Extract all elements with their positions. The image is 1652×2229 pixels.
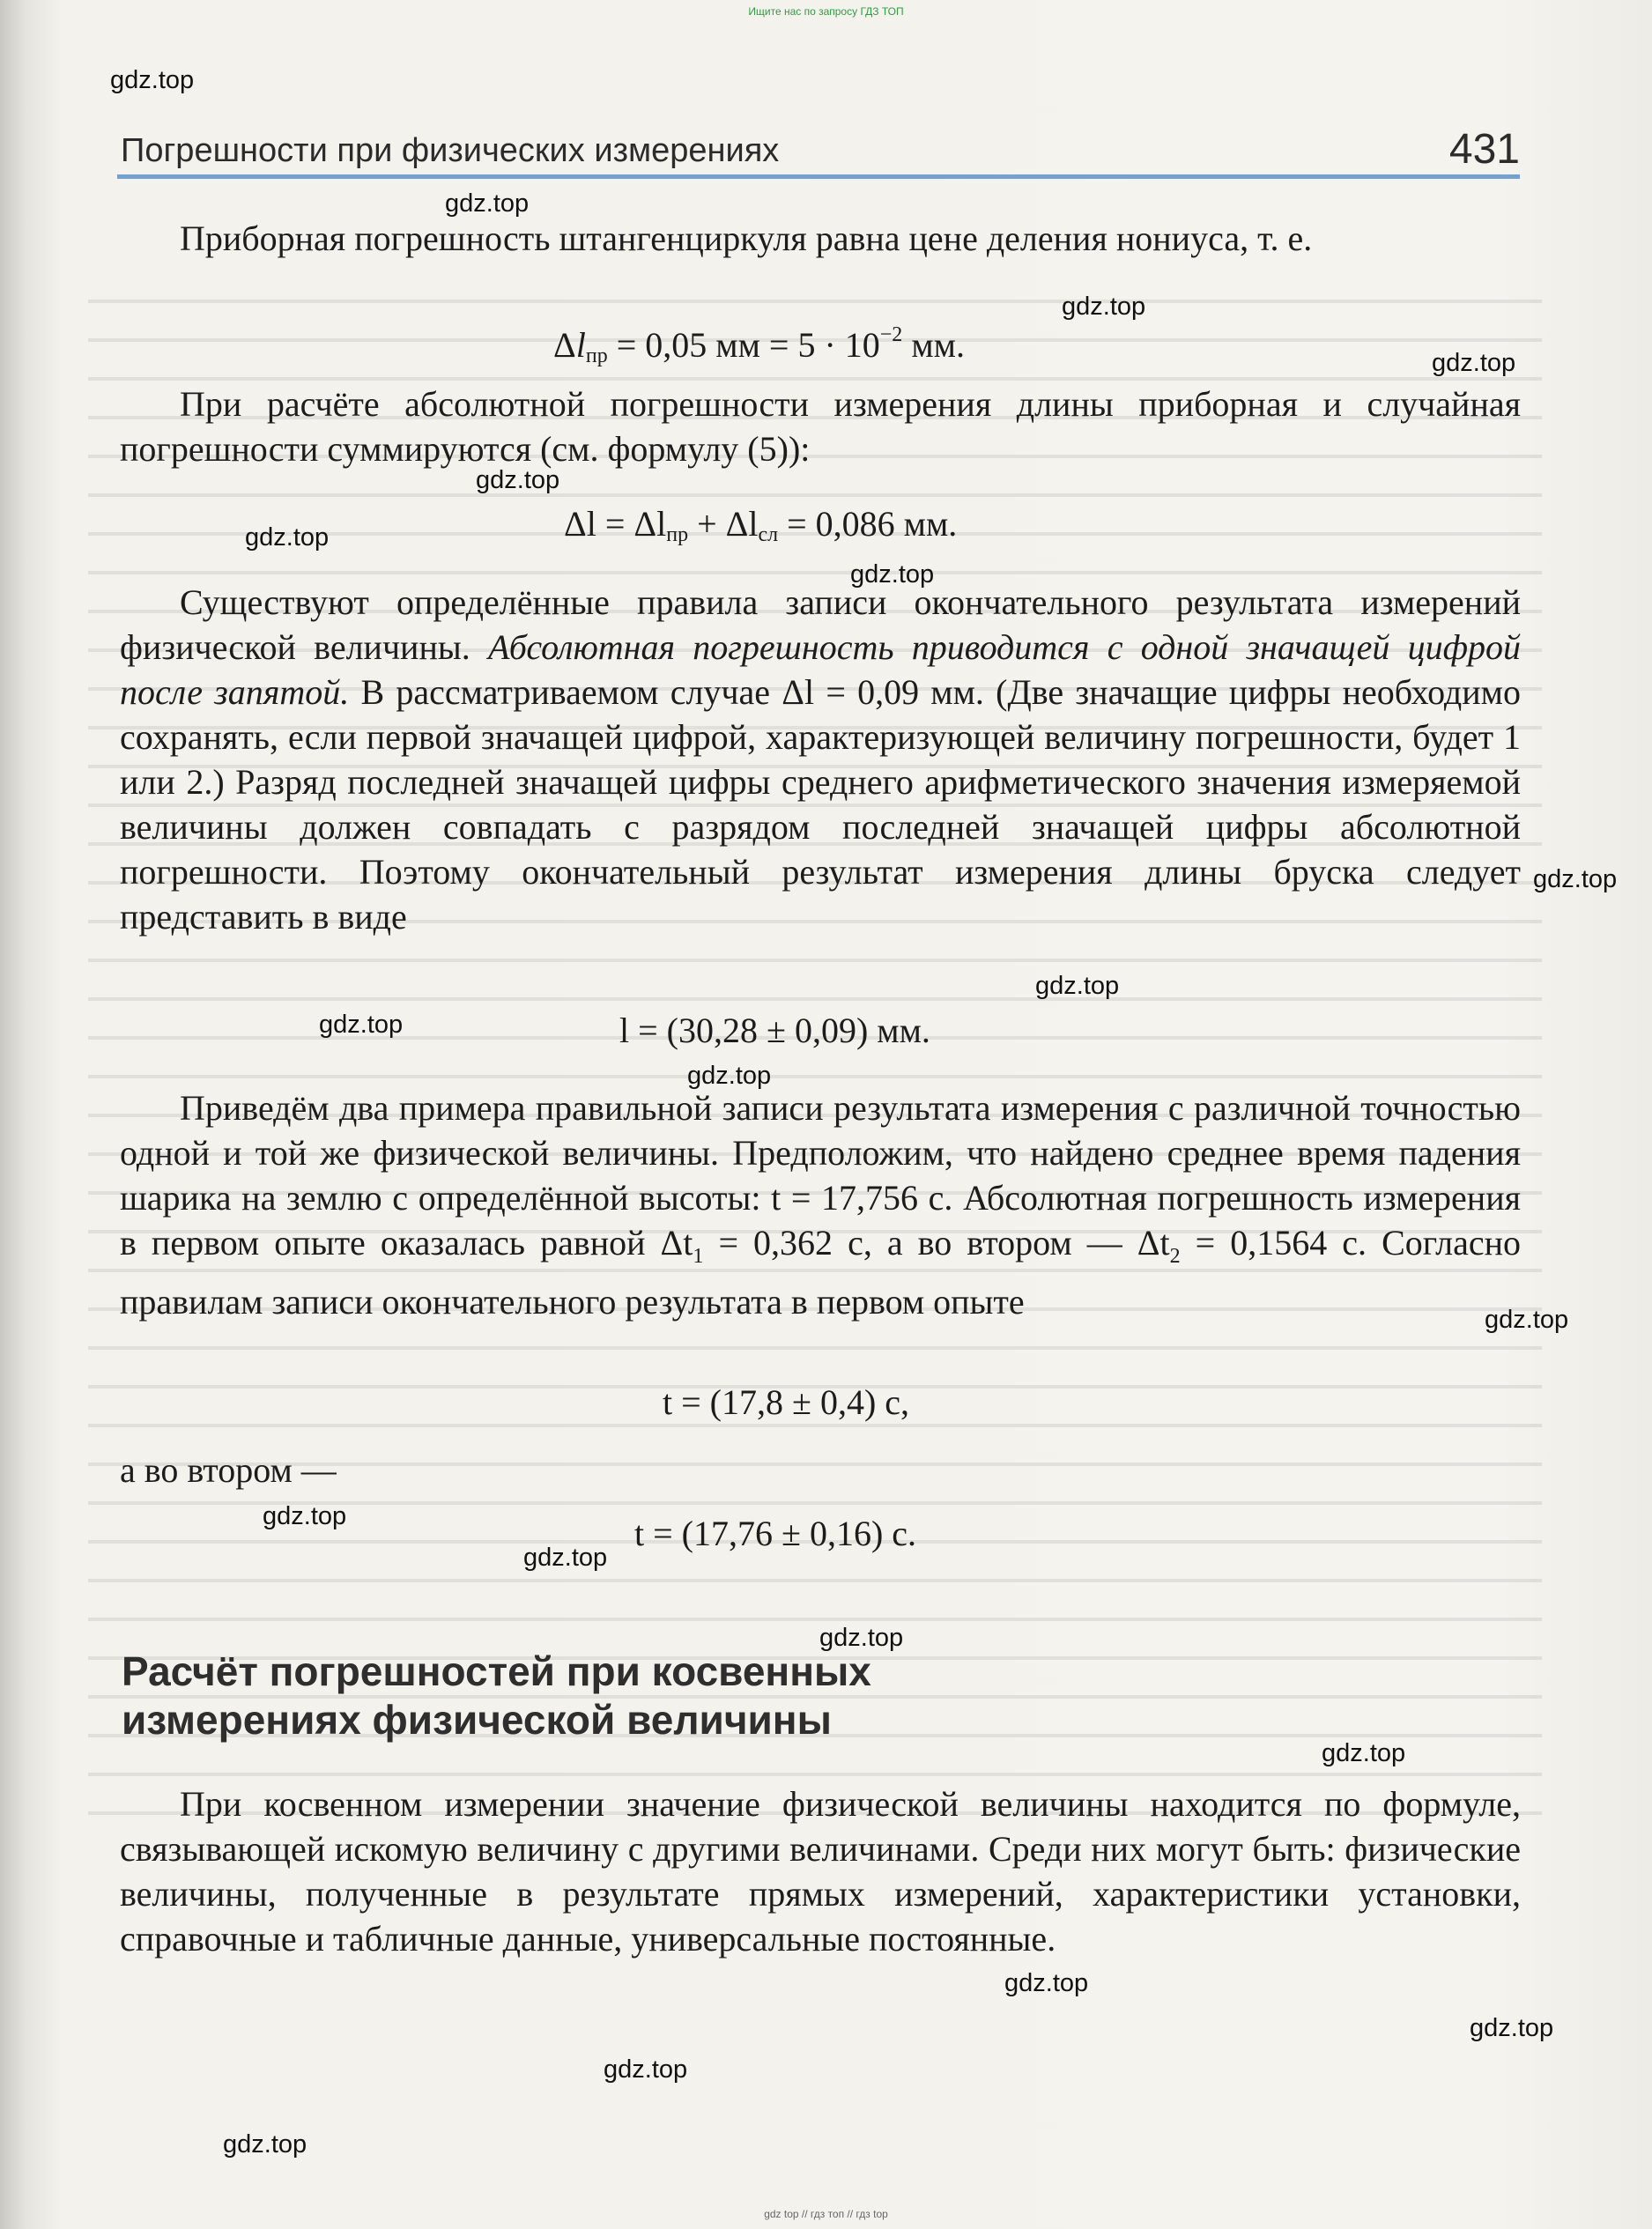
paragraph-1 bbox=[120, 216, 1521, 261]
formula-time-result-1: t = (17,8 ± 0,4) с, bbox=[663, 1382, 910, 1422]
watermark: gdz.top bbox=[319, 1011, 404, 1039]
formula-2-a: Δl = Δl bbox=[564, 504, 667, 544]
running-title: Погрешности при физических измерениях bbox=[121, 132, 780, 169]
watermark: gdz.top bbox=[1485, 1306, 1569, 1334]
paragraph-1-text: Приборная погрешность штангенциркуля равна цене деления нониуса, т. е. bbox=[180, 218, 1313, 258]
formula-2-b: + Δl bbox=[688, 504, 759, 544]
formula-2-c: = 0,086 мм. bbox=[778, 504, 958, 544]
watermark: gdz.top bbox=[1004, 1969, 1089, 1997]
formula-1-sub: пр bbox=[585, 344, 608, 367]
watermark: gdz.top bbox=[1322, 1739, 1406, 1767]
paragraph-4-sub-2: 2 bbox=[1169, 1245, 1181, 1268]
watermark: gdz.top bbox=[1470, 2014, 1554, 2042]
paragraph-3-text-1: Существуют определённые правила записи окончательного результата измерений физической величины. bbox=[120, 582, 1521, 667]
formula-instrument-error bbox=[553, 313, 965, 378]
section-heading bbox=[122, 1648, 1355, 1744]
paragraph-4-text-3: = 0,1564 с. Согласно правилам записи окончательного результата в первом опыте bbox=[120, 1223, 1521, 1322]
watermark: gdz.top bbox=[1062, 293, 1146, 321]
page-number: 431 bbox=[1448, 126, 1520, 173]
paragraph-2-text: При расчёте абсолютной погрешности измерения длины приборная и случайная погрешности суммируются (см. формулу (5)): bbox=[120, 384, 1521, 469]
paragraph-6 bbox=[120, 1781, 1521, 1961]
formula-1-delta: Δ bbox=[553, 325, 576, 365]
paragraph-2 bbox=[120, 381, 1521, 471]
watermark: gdz.top bbox=[819, 1624, 904, 1652]
paragraph-3-rule: Абсолютная погрешность приводится с одной значащей цифрой после запятой. bbox=[120, 627, 1521, 712]
watermark: gdz.top bbox=[1533, 865, 1618, 893]
formula-absolute-error bbox=[564, 502, 957, 557]
watermark: gdz.top bbox=[245, 523, 330, 552]
watermark: gdz.top bbox=[523, 1544, 608, 1572]
formula-1-sup: −2 bbox=[879, 323, 903, 346]
watermark: gdz.top bbox=[110, 66, 195, 94]
formula-1-l: l bbox=[575, 325, 586, 365]
section-heading-line-1: Расчёт погрешностей при косвенных bbox=[122, 1648, 871, 1694]
formula-time-result-2: t = (17,76 ± 0,16) с. bbox=[634, 1514, 917, 1553]
watermark: gdz.top bbox=[687, 1062, 772, 1090]
paragraph-3 bbox=[120, 580, 1521, 939]
watermark: gdz.top bbox=[476, 466, 560, 494]
paragraph-4-text-1: Приведём два примера правильной записи результата измерения с различной точностью одной и той же физической величины. Предположим, что найдено среднее время падения шарика на землю с определённой высоты: t = 17,756 с. Абсолютная погрешность измерения в первом опыте оказалась равной Δt bbox=[120, 1088, 1521, 1263]
paragraph-3-text-2: В рассматриваемом случае Δl = 0,09 мм. (Две значащие цифры необходимо сохранять, если первой значащей цифрой, характеризующей величину погрешности, будет 1 или 2.) Разряд последней значащей цифры среднего арифметического значения измеряемой величины должен совпадать с разрядом последней значащей цифры абсолютной погрешности. Поэтому окончательный результат измерения длины бруска следует представить в виде bbox=[120, 672, 1521, 937]
paragraph-4-text-2: = 0,362 с, а во втором — Δt bbox=[703, 1223, 1170, 1263]
watermark: gdz.top bbox=[223, 2130, 307, 2159]
formula-1-rest1: = 0,05 мм = 5 · 10 bbox=[607, 325, 880, 365]
formula-2-sub1: пр bbox=[666, 523, 689, 546]
paragraph-4-sub-1: 1 bbox=[693, 1245, 704, 1268]
formula-2-sub2: сл bbox=[758, 523, 779, 546]
watermark: gdz.top bbox=[263, 1502, 347, 1530]
bottom-note: gdz top // гдз топ // гдз top bbox=[764, 2208, 888, 2220]
paragraph-6-text: При косвенном измерении значение физической величины находится по формуле, связывающей искомую величину с другими величинами. Среди них могут быть: физические величины, полученные в результате прямых измерений, характеристики установки, справочные и табличные данные, универсальные постоянные. bbox=[120, 1784, 1521, 1959]
formula-length-result: l = (30,28 ± 0,09) мм. bbox=[619, 1011, 930, 1050]
header-rule bbox=[117, 174, 1520, 179]
watermark: gdz.top bbox=[1035, 972, 1120, 1000]
watermark: gdz.top bbox=[604, 2055, 688, 2084]
page-header bbox=[117, 125, 1520, 174]
section-heading-line-2: измерениях физической величины bbox=[122, 1697, 832, 1743]
top-note: Ищите нас по запросу ГДЗ ТОП bbox=[748, 5, 904, 18]
formula-1-rest2: мм. bbox=[902, 325, 965, 365]
watermark: gdz.top bbox=[850, 560, 935, 589]
paragraph-5: а во втором — bbox=[120, 1450, 337, 1490]
paragraph-4 bbox=[120, 1085, 1521, 1324]
watermark: gdz.top bbox=[1432, 349, 1516, 377]
watermark: gdz.top bbox=[445, 189, 530, 218]
